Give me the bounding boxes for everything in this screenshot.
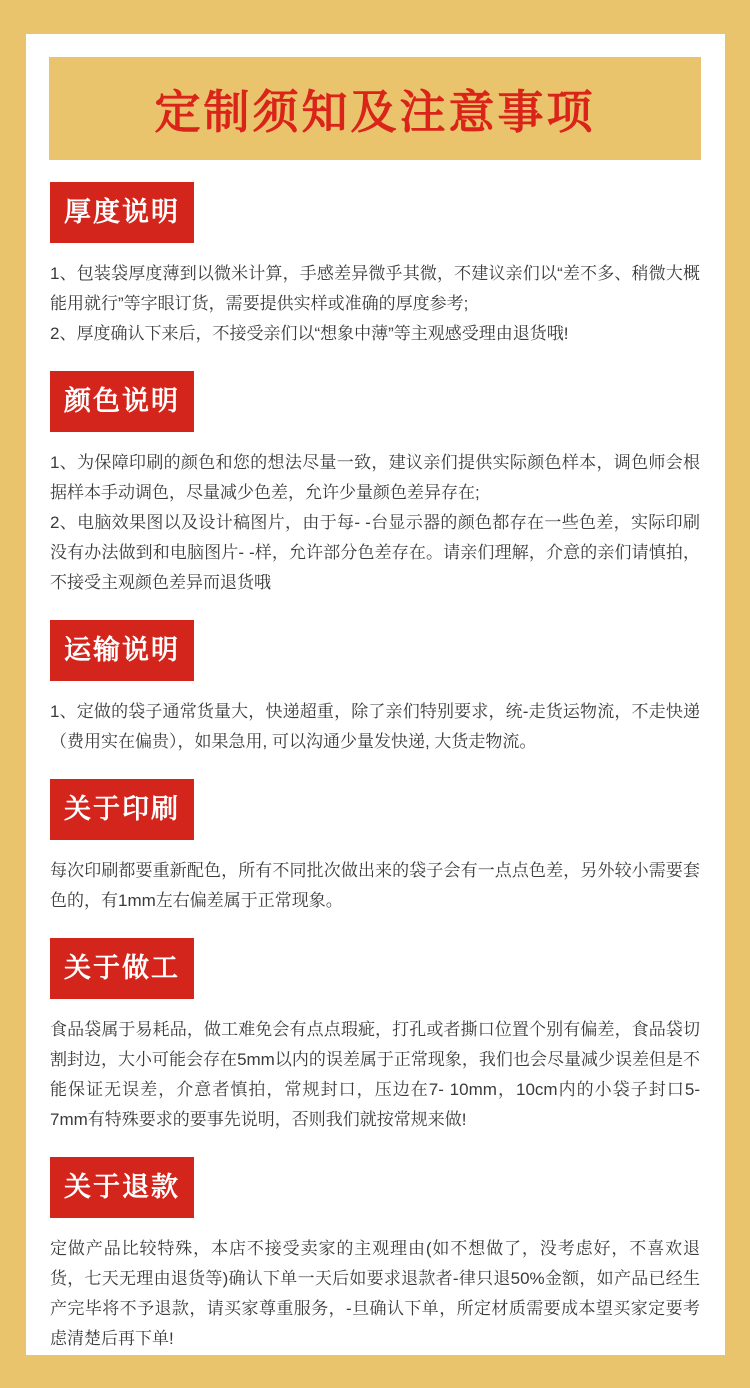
page-title: 定制须知及注意事项 [154,85,596,138]
section-paragraph: 2、电脑效果图以及设计稿图片，由于每- -台显示器的颜色都存在一些色差，实际印刷没有办法做到和电脑图片- -样，允许部分色差存在。请亲们理解，介意的亲们请慎拍，不接受主观颜色差异而退货哦 [50,513,700,592]
notice-section-thickness [50,160,700,349]
section-badge: 厚度说明 [50,182,194,243]
section-badge: 运输说明 [50,620,194,681]
section-body [50,448,700,598]
section-body [50,1015,700,1135]
section-paragraph: 定做产品比较特殊，本店不接受卖家的主观理由(如不想做了，没考虑好，不喜欢退货，七天无理由退货等)确认下单一天后如要求退款者-律只退50%金额，如产品已经生产完毕将不予退款，请买家尊重服务，-旦确认下单，所定材质需要成本望买家定要考虑清楚后再下单! [50,1239,700,1348]
section-paragraph: 1、包装袋厚度薄到以微米计算，手感差异微乎其微，不建议亲们以“差不多、稍微大概能用就行”等字眼订货，需要提供实样或准确的厚度参考; [50,264,700,313]
notice-section-workmanship [50,916,700,1135]
notice-section-color [50,349,700,598]
section-badge: 颜色说明 [50,371,194,432]
section-paragraph: 1、定做的袋子通常货量大，快递超重，除了亲们特别要求，统-走货运物流，不走快递（费用实在偏贵），如果急用, 可以沟通少量发快递, 大货走物流。 [50,702,700,751]
notice-card [26,34,725,1355]
section-paragraph: 每次印刷都要重新配色，所有不同批次做出来的袋子会有一点点色差，另外较小需要套色的，有1mm左右偏差属于正常现象。 [50,861,700,910]
notice-section-shipping [50,598,700,757]
section-body [50,1234,700,1354]
section-body [50,697,700,757]
section-body [50,856,700,916]
notice-content [26,160,725,1354]
title-banner [49,57,701,160]
section-badge: 关于印刷 [50,779,194,840]
section-badge: 关于做工 [50,938,194,999]
section-badge: 关于退款 [50,1157,194,1218]
notice-section-refund [50,1135,700,1354]
section-paragraph: 食品袋属于易耗品，做工难免会有点点瑕疵，打孔或者撕口位置个别有偏差，食品袋切割封边，大小可能会存在5mm以内的误差属于正常现象，我们也会尽量减少误差但是不能保证无误差，介意者慎拍，常规封口，压边在7- 10mm，10cm内的小袋子封口5- 7mm有特殊要求的要事先说明，否则我们就按常规来做! [50,1020,700,1129]
section-paragraph: 1、为保障印刷的颜色和您的想法尽量一致，建议亲们提供实际颜色样本，调色师会根据样本手动调色，尽量减少色差，允许少量颜色差异存在; [50,453,700,502]
section-paragraph: 2、厚度确认下来后，不接受亲们以“想象中薄”等主观感受理由退货哦! [50,324,569,343]
notice-section-printing [50,757,700,916]
section-body [50,259,700,349]
